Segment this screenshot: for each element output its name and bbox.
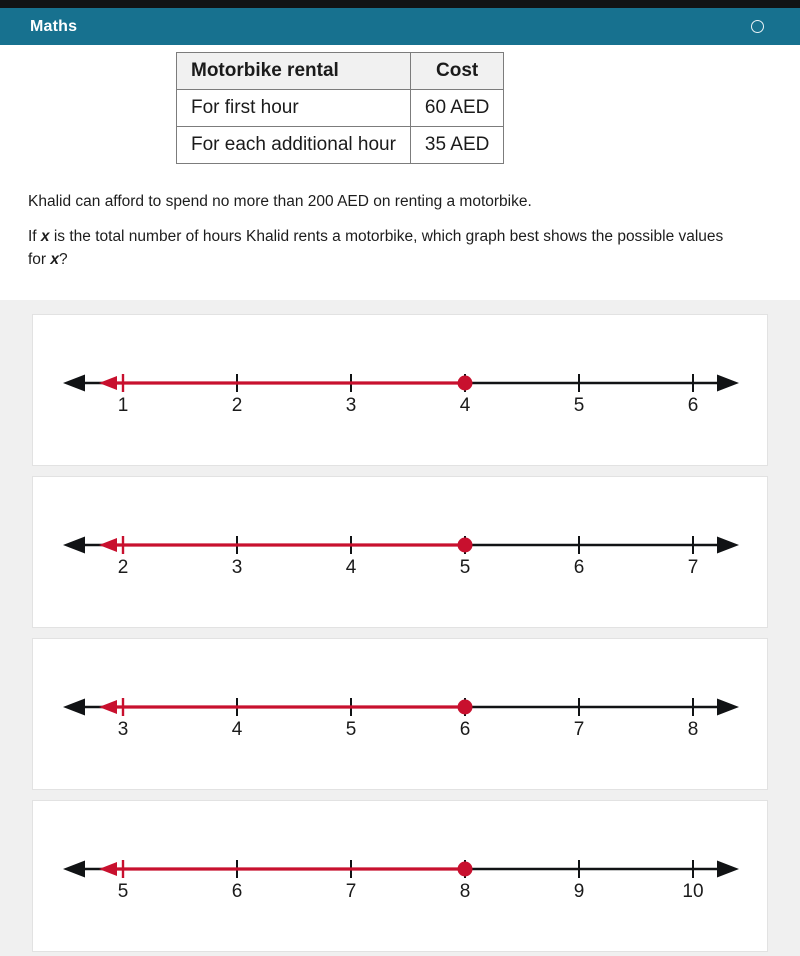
highlight-arrowhead — [99, 376, 117, 390]
table-header-row — [177, 53, 504, 90]
tick-label: 3 — [231, 557, 243, 578]
option-a[interactable] — [32, 314, 768, 466]
number-line-graphic — [45, 681, 757, 751]
tick-label: 10 — [682, 881, 704, 902]
variable-x-2: x — [50, 251, 60, 269]
tick-label: 8 — [459, 881, 471, 902]
tick-label: 2 — [117, 557, 129, 578]
table-row — [177, 127, 504, 164]
closed-endpoint-dot — [458, 538, 473, 553]
number-line-graphic — [45, 519, 757, 589]
tick-label: 3 — [345, 395, 357, 416]
paragraph-2-part-2: is the total number of hours Khalid rents a motorbike, which graph best shows the possible values for — [28, 228, 724, 269]
tick-label: 6 — [573, 557, 585, 578]
table-header-cost: Cost — [410, 53, 503, 90]
option-c[interactable] — [32, 638, 768, 790]
left-arrowhead — [63, 537, 85, 554]
left-arrowhead — [63, 699, 85, 716]
tick-label: 3 — [117, 719, 129, 740]
tick-label: 6 — [231, 881, 243, 902]
app-header — [0, 8, 800, 45]
tick-label: 6 — [687, 395, 699, 416]
tick-label: 2 — [231, 395, 243, 416]
question-area — [0, 45, 800, 300]
number-line — [45, 681, 757, 751]
variable-x-1: x — [40, 228, 50, 245]
top-black-strip — [0, 0, 800, 8]
tick-label: 6 — [459, 719, 471, 740]
tick-label: 8 — [687, 719, 699, 740]
tick-label: 5 — [573, 395, 585, 416]
page-title: Maths — [30, 17, 78, 35]
option-d[interactable] — [32, 800, 768, 952]
right-arrowhead — [717, 861, 739, 878]
closed-endpoint-dot — [458, 862, 473, 877]
tick-label: 7 — [573, 719, 585, 740]
tick-label: 4 — [345, 557, 357, 578]
tick-label: 5 — [117, 881, 129, 902]
tick-label: 7 — [345, 881, 357, 902]
left-arrowhead — [63, 375, 85, 392]
paragraph-2-part-3: ? — [59, 251, 68, 269]
tick-label: 5 — [459, 557, 471, 578]
number-line — [45, 357, 757, 427]
tick-label: 7 — [687, 557, 699, 578]
closed-endpoint-dot — [458, 700, 473, 715]
question-paragraph-2 — [28, 225, 728, 272]
number-line — [45, 843, 757, 913]
table-cell-first-hour-label: For first hour — [177, 90, 411, 127]
tick-label: 5 — [345, 719, 357, 740]
question-paragraph-1: Khalid can afford to spend no more than 200 AED on renting a motorbike. — [28, 193, 532, 210]
table-cell-first-hour-cost: 60 AED — [410, 90, 503, 127]
right-arrowhead — [717, 537, 739, 554]
number-line-graphic — [45, 357, 757, 427]
highlight-arrowhead — [99, 862, 117, 876]
tick-label: 4 — [459, 395, 471, 416]
table-cell-additional-hour-label: For each additional hour — [177, 127, 411, 164]
tick-label: 1 — [117, 395, 129, 416]
left-arrowhead — [63, 861, 85, 878]
right-arrowhead — [717, 375, 739, 392]
table-row — [177, 90, 504, 127]
number-line — [45, 519, 757, 589]
right-arrowhead — [717, 699, 739, 716]
highlight-arrowhead — [99, 538, 117, 552]
table-cell-additional-hour-cost: 35 AED — [410, 127, 503, 164]
rental-cost-table — [176, 52, 504, 164]
answer-options-list — [0, 300, 800, 956]
paragraph-2-part-1: If — [28, 228, 41, 245]
tick-label: 4 — [231, 719, 243, 740]
table-header-rental: Motorbike rental — [177, 53, 411, 90]
highlight-arrowhead — [99, 700, 117, 714]
tick-label: 9 — [573, 881, 585, 902]
option-b[interactable] — [32, 476, 768, 628]
closed-endpoint-dot — [458, 376, 473, 391]
circle-icon[interactable] — [751, 20, 764, 33]
number-line-graphic — [45, 843, 757, 913]
